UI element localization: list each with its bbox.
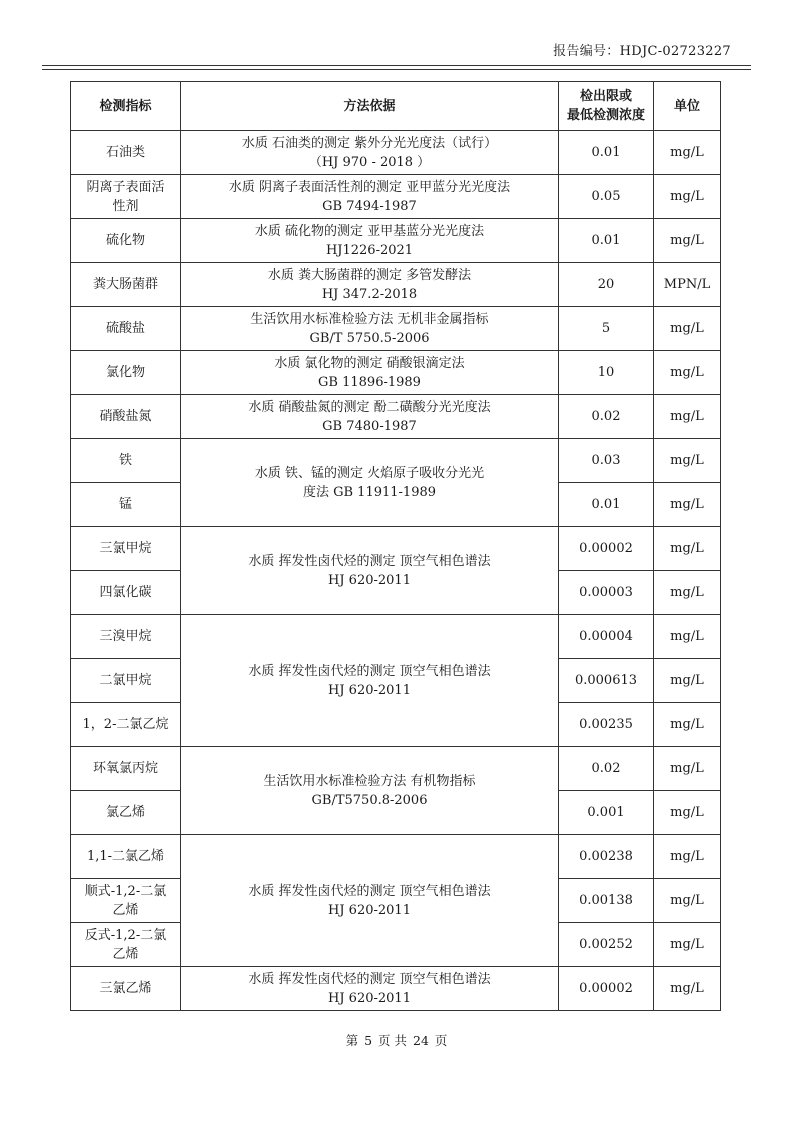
table-cell-unit: mg/L bbox=[654, 131, 721, 175]
report-number: 报告编号：HDJC-02723227 bbox=[553, 44, 731, 59]
table-cell-limit: 0.03 bbox=[559, 439, 654, 483]
table-cell-limit: 0.00238 bbox=[559, 835, 654, 879]
footer-suffix: 页 bbox=[434, 1033, 448, 1048]
table-cell-method: 水质 硫化物的测定 亚甲基蓝分光光度法 HJ1226-2021 bbox=[181, 219, 559, 263]
table-cell-item: 三溴甲烷 bbox=[71, 615, 181, 659]
table-cell-item: 硫化物 bbox=[71, 219, 181, 263]
header-method: 方法依据 bbox=[181, 82, 559, 131]
table-cell-unit: mg/L bbox=[654, 307, 721, 351]
table-cell-item: 硫酸盐 bbox=[71, 307, 181, 351]
table-cell-limit: 0.00003 bbox=[559, 571, 654, 615]
table-cell-unit: mg/L bbox=[654, 791, 721, 835]
table-cell-item: 环氧氯丙烷 bbox=[71, 747, 181, 791]
table-cell-item: 氯乙烯 bbox=[71, 791, 181, 835]
table-cell-item: 粪大肠菌群 bbox=[71, 263, 181, 307]
table-cell-item: 反式-1,2-二氯 乙烯 bbox=[71, 923, 181, 967]
table-cell-limit: 20 bbox=[559, 263, 654, 307]
table-cell-item: 四氯化碳 bbox=[71, 571, 181, 615]
table-cell-unit: mg/L bbox=[654, 703, 721, 747]
table-cell-limit: 0.00002 bbox=[559, 967, 654, 1011]
table-cell-method: 水质 挥发性卤代烃的测定 顶空气相色谱法 HJ 620-2011 bbox=[181, 967, 559, 1011]
table-cell-limit: 5 bbox=[559, 307, 654, 351]
table-cell-limit: 0.001 bbox=[559, 791, 654, 835]
table-cell-unit: mg/L bbox=[654, 923, 721, 967]
table-cell-limit: 0.05 bbox=[559, 175, 654, 219]
table-cell-method: 生活饮用水标准检验方法 有机物指标 GB/T5750.8-2006 bbox=[181, 747, 559, 835]
table-cell-unit: mg/L bbox=[654, 483, 721, 527]
table-cell-limit: 0.00004 bbox=[559, 615, 654, 659]
header-limit: 检出限或 最低检测浓度 bbox=[559, 82, 654, 131]
table-cell-method: 水质 挥发性卤代烃的测定 顶空气相色谱法 HJ 620-2011 bbox=[181, 835, 559, 967]
table-cell-unit: mg/L bbox=[654, 527, 721, 571]
table-cell-method: 水质 挥发性卤代烃的测定 顶空气相色谱法 HJ 620-2011 bbox=[181, 527, 559, 615]
table-cell-item: 铁 bbox=[71, 439, 181, 483]
table-cell-method: 水质 石油类的测定 紫外分光光度法（试行） （HJ 970 - 2018 ） bbox=[181, 131, 559, 175]
table-cell-method: 水质 挥发性卤代烃的测定 顶空气相色谱法 HJ 620-2011 bbox=[181, 615, 559, 747]
page-footer bbox=[0, 1031, 793, 1049]
table-cell-limit: 0.00002 bbox=[559, 527, 654, 571]
table-cell-item: 氯化物 bbox=[71, 351, 181, 395]
table-cell-method: 水质 氯化物的测定 硝酸银滴定法 GB 11896-1989 bbox=[181, 351, 559, 395]
table-cell-method: 生活饮用水标准检验方法 无机非金属指标 GB/T 5750.5-2006 bbox=[181, 307, 559, 351]
header-rule-thin bbox=[42, 69, 751, 70]
table-cell-item: 三氯甲烷 bbox=[71, 527, 181, 571]
table-cell-unit: mg/L bbox=[654, 879, 721, 923]
table-cell-method: 水质 阴离子表面活性剂的测定 亚甲蓝分光光度法 GB 7494-1987 bbox=[181, 175, 559, 219]
table-cell-item: 硝酸盐氮 bbox=[71, 395, 181, 439]
table-cell-limit: 0.02 bbox=[559, 395, 654, 439]
table-cell-unit: mg/L bbox=[654, 571, 721, 615]
table-cell-unit: mg/L bbox=[654, 395, 721, 439]
table-cell-unit: mg/L bbox=[654, 967, 721, 1011]
table-cell-unit: mg/L bbox=[654, 747, 721, 791]
table-cell-item: 顺式-1,2-二氯 乙烯 bbox=[71, 879, 181, 923]
table-cell-method: 水质 硝酸盐氮的测定 酚二磺酸分光光度法 GB 7480-1987 bbox=[181, 395, 559, 439]
table-cell-unit: mg/L bbox=[654, 835, 721, 879]
header-rule bbox=[42, 65, 751, 66]
table-cell-unit: mg/L bbox=[654, 615, 721, 659]
table-cell-item: 阴离子表面活 性剂 bbox=[71, 175, 181, 219]
table-cell-item: 1,1-二氯乙烯 bbox=[71, 835, 181, 879]
table-cell-item: 石油类 bbox=[71, 131, 181, 175]
table-cell-unit: mg/L bbox=[654, 351, 721, 395]
table-cell-limit: 0.000613 bbox=[559, 659, 654, 703]
header-item: 检测指标 bbox=[71, 82, 181, 131]
table-cell-item: 锰 bbox=[71, 483, 181, 527]
table-cell-unit: MPN/L bbox=[654, 263, 721, 307]
header-unit: 单位 bbox=[654, 82, 721, 131]
table-cell-item: 1，2-二氯乙烷 bbox=[71, 703, 181, 747]
table-cell-method: 水质 粪大肠菌群的测定 多管发酵法 HJ 347.2-2018 bbox=[181, 263, 559, 307]
footer-prefix: 第 bbox=[345, 1033, 359, 1048]
table-cell-unit: mg/L bbox=[654, 439, 721, 483]
table-cell-method: 水质 铁、锰的测定 火焰原子吸收分光光 度法 GB 11911-1989 bbox=[181, 439, 559, 527]
table-cell-limit: 0.02 bbox=[559, 747, 654, 791]
table-cell-item: 二氯甲烷 bbox=[71, 659, 181, 703]
table-cell-limit: 0.00252 bbox=[559, 923, 654, 967]
table-cell-limit: 10 bbox=[559, 351, 654, 395]
table-cell-limit: 0.01 bbox=[559, 131, 654, 175]
table-cell-limit: 0.01 bbox=[559, 219, 654, 263]
page-total: 24 bbox=[413, 1033, 429, 1048]
table-cell-limit: 0.00138 bbox=[559, 879, 654, 923]
table-cell-item: 三氯乙烯 bbox=[71, 967, 181, 1011]
table-cell-limit: 0.01 bbox=[559, 483, 654, 527]
footer-middle: 页 共 bbox=[378, 1033, 408, 1048]
test-method-table bbox=[70, 81, 721, 1011]
table-cell-limit: 0.00235 bbox=[559, 703, 654, 747]
table-cell-unit: mg/L bbox=[654, 175, 721, 219]
table-cell-unit: mg/L bbox=[654, 659, 721, 703]
table-cell-unit: mg/L bbox=[654, 219, 721, 263]
page-number: 5 bbox=[364, 1033, 373, 1048]
